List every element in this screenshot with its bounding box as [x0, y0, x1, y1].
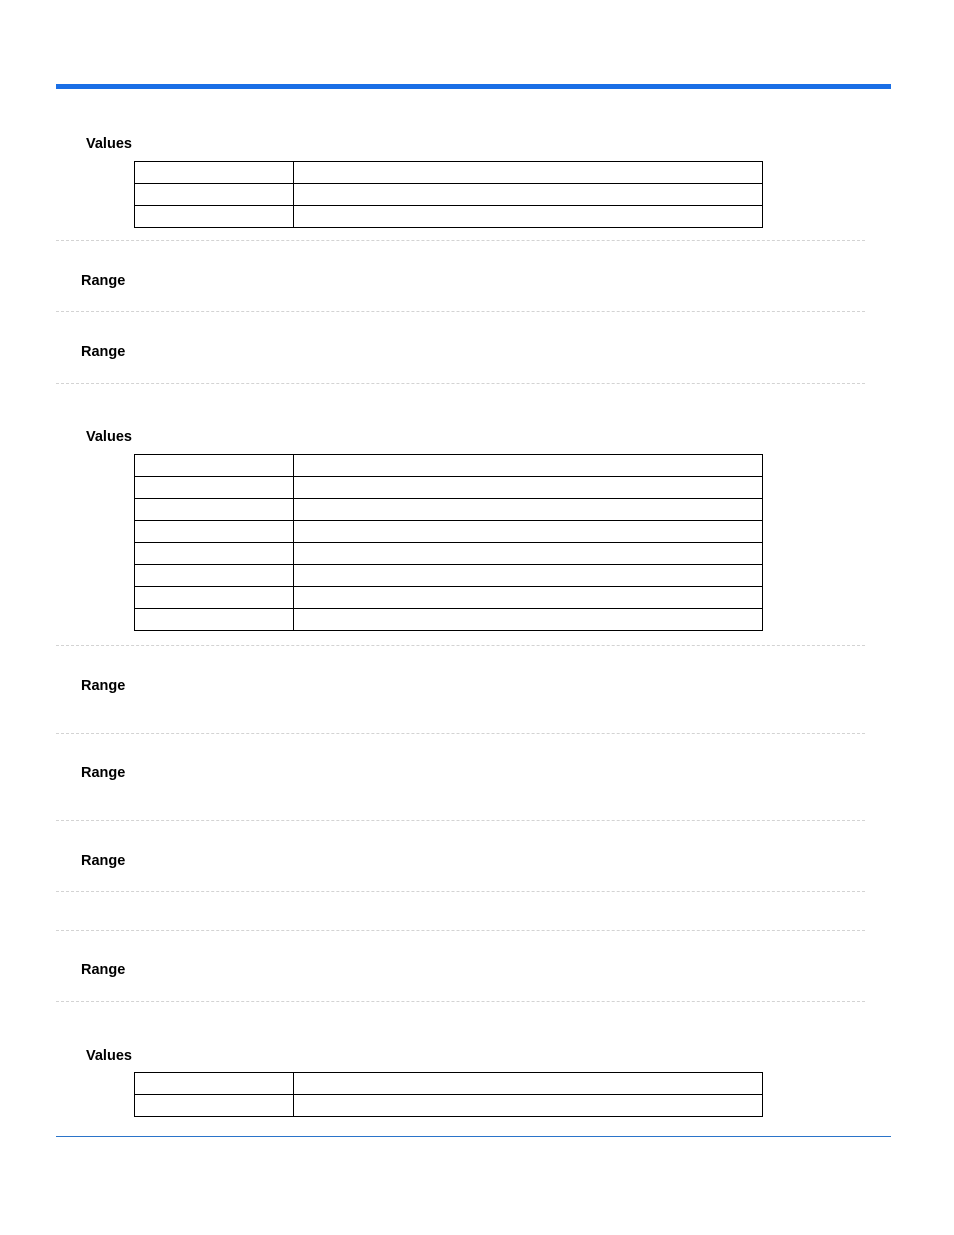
table-cell — [294, 455, 763, 477]
values-table-3 — [134, 1072, 763, 1117]
section-divider — [56, 311, 865, 312]
range-heading-2: Range — [81, 344, 126, 360]
range-heading-3: Range — [81, 678, 126, 694]
table-row — [135, 455, 763, 477]
table-cell — [294, 521, 763, 543]
table-row — [135, 184, 763, 206]
table-row — [135, 206, 763, 228]
section-divider — [56, 930, 865, 931]
footer-rule — [56, 1136, 891, 1137]
table-cell — [135, 162, 294, 184]
table-cell — [135, 521, 294, 543]
table-row — [135, 1073, 763, 1095]
table-row — [135, 162, 763, 184]
section-divider — [56, 1001, 865, 1002]
table-row — [135, 609, 763, 631]
table-cell — [135, 1073, 294, 1095]
section-divider — [56, 645, 865, 646]
table-cell — [294, 543, 763, 565]
values-heading-1: Values — [86, 136, 132, 152]
table-cell — [135, 1095, 294, 1117]
values-heading-2: Values — [86, 429, 132, 445]
table-cell — [135, 455, 294, 477]
table-cell — [135, 206, 294, 228]
section-divider — [56, 733, 865, 734]
section-divider — [56, 820, 865, 821]
table-cell — [135, 543, 294, 565]
table-cell — [135, 499, 294, 521]
table-cell — [294, 1073, 763, 1095]
range-heading-5: Range — [81, 853, 126, 869]
table-row — [135, 499, 763, 521]
table-row — [135, 1095, 763, 1117]
table-cell — [294, 565, 763, 587]
range-heading-6: Range — [81, 962, 126, 978]
table-row — [135, 521, 763, 543]
section-divider — [56, 383, 865, 384]
values-table-2 — [134, 454, 763, 631]
section-divider — [56, 240, 865, 241]
table-cell — [135, 565, 294, 587]
table-row — [135, 587, 763, 609]
table-cell — [294, 587, 763, 609]
table-cell — [294, 162, 763, 184]
table-row — [135, 477, 763, 499]
table-cell — [294, 609, 763, 631]
table-cell — [135, 477, 294, 499]
section-divider — [56, 891, 865, 892]
table-cell — [294, 1095, 763, 1117]
table-cell — [294, 184, 763, 206]
table-cell — [135, 609, 294, 631]
table-cell — [294, 477, 763, 499]
table-cell — [294, 499, 763, 521]
table-cell — [135, 184, 294, 206]
range-heading-4: Range — [81, 765, 126, 781]
table-row — [135, 543, 763, 565]
header-accent-bar — [56, 84, 891, 89]
values-heading-3: Values — [86, 1048, 132, 1064]
table-row — [135, 565, 763, 587]
table-cell — [135, 587, 294, 609]
values-table-1 — [134, 161, 763, 228]
range-heading-1: Range — [81, 273, 126, 289]
table-cell — [294, 206, 763, 228]
